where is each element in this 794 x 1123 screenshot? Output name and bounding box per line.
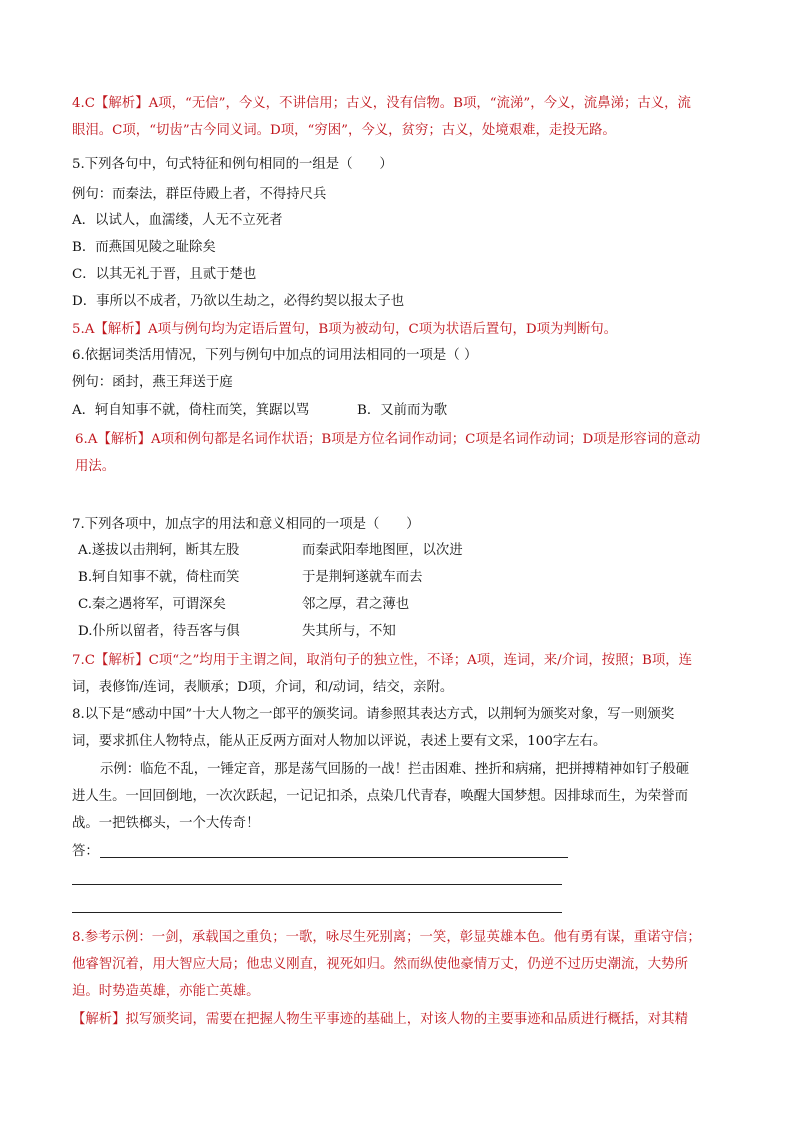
q8-analysis-line: 【解析】拟写颁奖词，需要在把握人物生平事迹的基础上，对该人物的主要事迹和品质进行概括，对其精 — [72, 1012, 688, 1027]
q5-example: 例句：而秦法，群臣侍殿上者，不得持尺兵 — [72, 187, 327, 202]
q6-answer-line-2: 用法。 — [75, 459, 116, 474]
q7-option-left: C.秦之遇将军，可谓深矣 — [78, 597, 226, 612]
q7-option-left: D.仆所以留者，待吾客与俱 — [78, 624, 240, 639]
answer-blank-line[interactable] — [100, 857, 568, 858]
q7-option-row — [78, 569, 778, 587]
q5-answer: 5.A【解析】A项与例句均为定语后置句，B项为被动句，C项为状语后置句，D项为判断句。 — [72, 322, 617, 337]
answer-blank-line[interactable] — [72, 912, 562, 913]
q7-option-right: 邻之厚，君之薄也 — [302, 597, 410, 612]
q8-stem-line-2: 词，要求抓住人物特点，能从正反两方面对人物加以评说，表述上要有文采，100字左右。 — [72, 734, 607, 749]
q7-option-row — [78, 623, 778, 641]
q5-option-d: D．事所以不成者，乃欲以生劫之，必得约契以报太子也 — [72, 294, 405, 309]
q8-reference-line-3: 迫。时势造英雄，亦能亡英雄。 — [72, 984, 260, 999]
q8-reference-line-2: 他睿智沉着，用大智应大局；他忠义刚直，视死如归。然而纵使他豪情万丈，仍逆不过历史潮流，大势所 — [72, 957, 688, 972]
q6-example: 例句：函封，燕王拜送于庭 — [72, 375, 233, 390]
q6-answer-line-1: 6.A【解析】A项和例句都是名词作状语；B项是方位名词作动词；C项是名词作动词；D项是形容词的意动 — [75, 432, 701, 447]
q8-stem-line-1: 8.以下是“感动中国”十大人物之一郎平的颁奖词。请参照其表达方式，以荆轲为颁奖对象，写一则颁奖 — [72, 707, 675, 722]
answer-label: 答： — [72, 844, 99, 859]
q4-answer-line-2: 眼泪。C项，“切齿”古今同义词。D项，“穷困”，今义，贫穷；古义，处境艰难，走投无路。 — [72, 123, 616, 138]
q8-sample-line-3: 战。一把铁榔头，一个大传奇！ — [72, 816, 260, 831]
q5-option-b: B．而燕国见陵之耻除矣 — [72, 240, 216, 255]
q6-option-b: B．又前而为歌 — [357, 403, 448, 418]
q8-sample-line-2: 进人生。一回回倒地，一次次跃起，一记记扣杀，点染几代青春，唤醒大国梦想。因排球而生，为荣誉而 — [72, 789, 688, 804]
q7-answer-line-1: 7.C【解析】C项“之”均用于主谓之间，取消句子的独立性，不译；A项，连词，来/介词，按照；B项，连 — [72, 653, 692, 668]
q6-option-a: A．轲自知事不就，倚柱而笑，箕踞以骂 — [72, 403, 310, 418]
q7-option-right: 失其所与，不知 — [302, 624, 396, 639]
q7-option-right: 于是荆轲遂就车而去 — [302, 570, 423, 585]
q7-option-left: B.轲自知事不就，倚柱而笑 — [78, 570, 240, 585]
q7-option-right: 而秦武阳奉地图匣，以次进 — [302, 543, 463, 558]
q7-option-row — [78, 542, 778, 560]
q5-option-c: C．以其无礼于晋，且贰于楚也 — [72, 267, 257, 282]
q5-stem: 5.下列各句中，句式特征和例句相同的一组是（ ） — [72, 157, 393, 172]
q8-reference-line-1: 8.参考示例：一剑，承载国之重负；一歌，咏尽生死别离；一笑，彰显英雄本色。他有勇有谋，重诺守信； — [72, 930, 701, 945]
answer-blank-line[interactable] — [72, 884, 562, 885]
q7-option-left: A.遂拔以击荆轲，断其左股 — [78, 543, 240, 558]
q6-stem: 6.依据词类活用情况，下列与例句中加点的词用法相同的一项是（ ） — [72, 348, 478, 363]
q8-sample-line-1: 示例：临危不乱，一锤定音，那是荡气回肠的一战！拦击困难、挫折和病痛，把拼搏精神如钉子般砸 — [100, 762, 690, 777]
q7-answer-line-2: 词，表修饰/连词，表顺承；D项，介词，和/动词，结交，亲附。 — [72, 680, 454, 695]
q7-stem: 7.下列各项中，加点字的用法和意义相同的一项是（ ） — [72, 517, 420, 532]
q4-answer-line-1: 4.C【解析】A项，“无信”，今义，不讲信用；古义，没有信物。B项，“流涕”，今义，流鼻涕；古义，流 — [72, 96, 691, 111]
q7-option-row — [78, 596, 778, 614]
q5-option-a: A．以试人，血濡缕，人无不立死者 — [72, 213, 283, 228]
